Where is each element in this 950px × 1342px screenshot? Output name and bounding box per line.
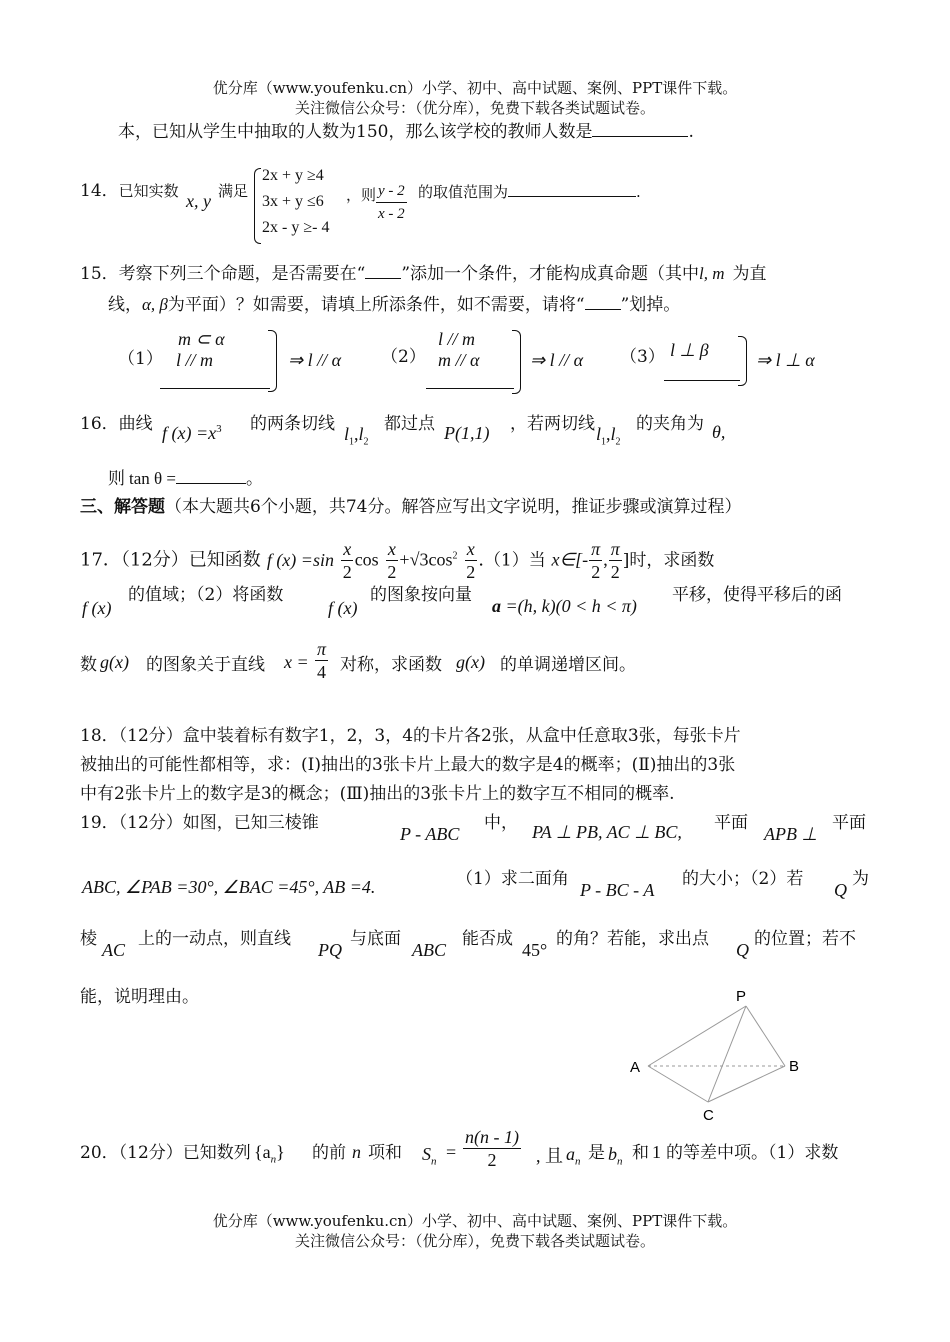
edge-AC — [648, 1066, 708, 1102]
left-brace — [254, 168, 261, 244]
q14-number: 14． — [80, 181, 119, 201]
label-P: P — [736, 988, 747, 1005]
q14-vars: x, y — [186, 191, 211, 211]
footer-line-1: 优分库（www.youfenku.cn）小学、初中、高中试题、案例、PPT课件下载。 — [212, 1212, 738, 1230]
header-line-1: 优分库（www.youfenku.cn）小学、初中、高中试题、案例、PPT课件下载。 — [212, 79, 738, 97]
label-C: C — [703, 1107, 714, 1124]
header-line-2: 关注微信公众号：（优分库），免费下载各类试题试卷。 — [294, 99, 655, 117]
edge-BC — [708, 1066, 785, 1102]
label-B: B — [789, 1058, 800, 1075]
p1-blank — [160, 388, 270, 389]
label-A: A — [630, 1059, 641, 1076]
edge-PA — [648, 1006, 746, 1066]
edge-PB — [746, 1006, 785, 1066]
q13-tail: 本，已知从学生中抽取的人数为150，那么该学校的教师人数是 . — [118, 122, 694, 142]
answer-blank — [592, 120, 688, 137]
q14-constraints: 2x + y ≥4 3x + y ≤6 2x - y ≥- 4 — [262, 167, 330, 236]
exam-page: 优分库（www.youfenku.cn）小学、初中、高中试题、案例、PPT课件下载。 关注微信公众号：（优分库），免费下载各类试题试卷。 本，已知从学生中抽取的人数为150，那么该学校的教师人数是 . 14．已知实数 x, y 满足 2x + y ≥4 3x + y ≤6 2x - y ≥- 4 ，则 $\frac{y - 2}{x - 2}$ 的取值范围为 . 15．考察下列三个命题，是否需要在“ ”添加一个条件，才能构成真命题（其中l, m 为直 线，α, β为平面）？如需要，请填上所添条件，如不需要，请将“ ”划掉。 （1） m ⊂ α l // m ⇒ l // α （2） l // m m // α ⇒ l // α （3） l ⊥ β ⇒ l ⊥ α 16．曲线 f $(x) =x^3$ 的两条切线 $l_1,l_2$ 都过点 P(1,1) ，若两切线 $l_1,l_2$ 的夹角为 θ, 则 tan θ = 。 三、解答题（本大题共6个小题，共74分。解答应写出文字说明，推证步骤或演算过程） 17．（12分）已知函数 f (x) =sin $\frac{x}{2}$ cos $\frac{x}{2}$ $+√3\cos^2$ $\frac{x}{2}$ .（1）当 x∈[- $\frac{\pi}{2}$ , $\frac{\pi}{2}$ ]时，求函数 f (x) 的值域；（2）将函数 f (x) 的图象按向量 a =(h, k)(0 < h < π) 平移，使得平移后的函 数 g(x) 的图象关于直线 x = $\frac{\pi}{4}$ 对称，求函数 g(x) 的单调递增区间。 18．（12分）盒中装着标有数字1，2，3，4的卡片各2张，从盒中任意取3张，每张卡片 被抽出的可能性都相等，求：(Ⅰ)抽出的3张卡片上最大的数字是4的概率；(Ⅱ)抽出的3张 中有2张卡片上的数字是3的概念；(Ⅲ)抽出的3张卡片上的数字互不相同的概率. 19．（12分）如图，已知三棱锥 P - ABC 中， PA ⊥ PB, AC ⊥ BC, 平面 APB ⊥ 平面 ABC, ∠PAB =30°, ∠BAC =45°, AB =4. （1）求二面角 P - BC - A 的大小；（2）若 Q 为 棱 AC 上的一动点，则直线 PQ 与底面 ABC 能否成 45° 的角？若能，求出点 Q 的位置；若不 能，说明理由。 P A B C 20．（12分）已知数列 $\{a_n\}$ 的前 n 项和 $S_n$ = $\frac{n(n - 1)}{2}$ , 且 $a_n$ 是 $b_n$ 和 1 的等差中项。（1）求数 优分库（www.youfenku.cn）小学、初中、高中试题、案例、PPT课件下载。 关注微信公众号：（优分库），免费下载各类试题试卷。 — [0, 0, 950, 1342]
answer-blank — [508, 180, 636, 197]
q14-fraction: $\frac{y - 2}{x - 2}$ — [376, 180, 407, 225]
edge-PC — [708, 1006, 746, 1102]
p3-blank — [664, 380, 740, 381]
section-3-heading: 三、解答题（本大题共6个小题，共74分。解答应写出文字说明，推证步骤或演算过程） — [80, 497, 742, 517]
p2-blank — [426, 388, 514, 389]
pyramid-figure — [620, 984, 810, 1124]
footer-line-2: 关注微信公众号：（优分库），免费下载各类试题试卷。 — [294, 1232, 655, 1250]
